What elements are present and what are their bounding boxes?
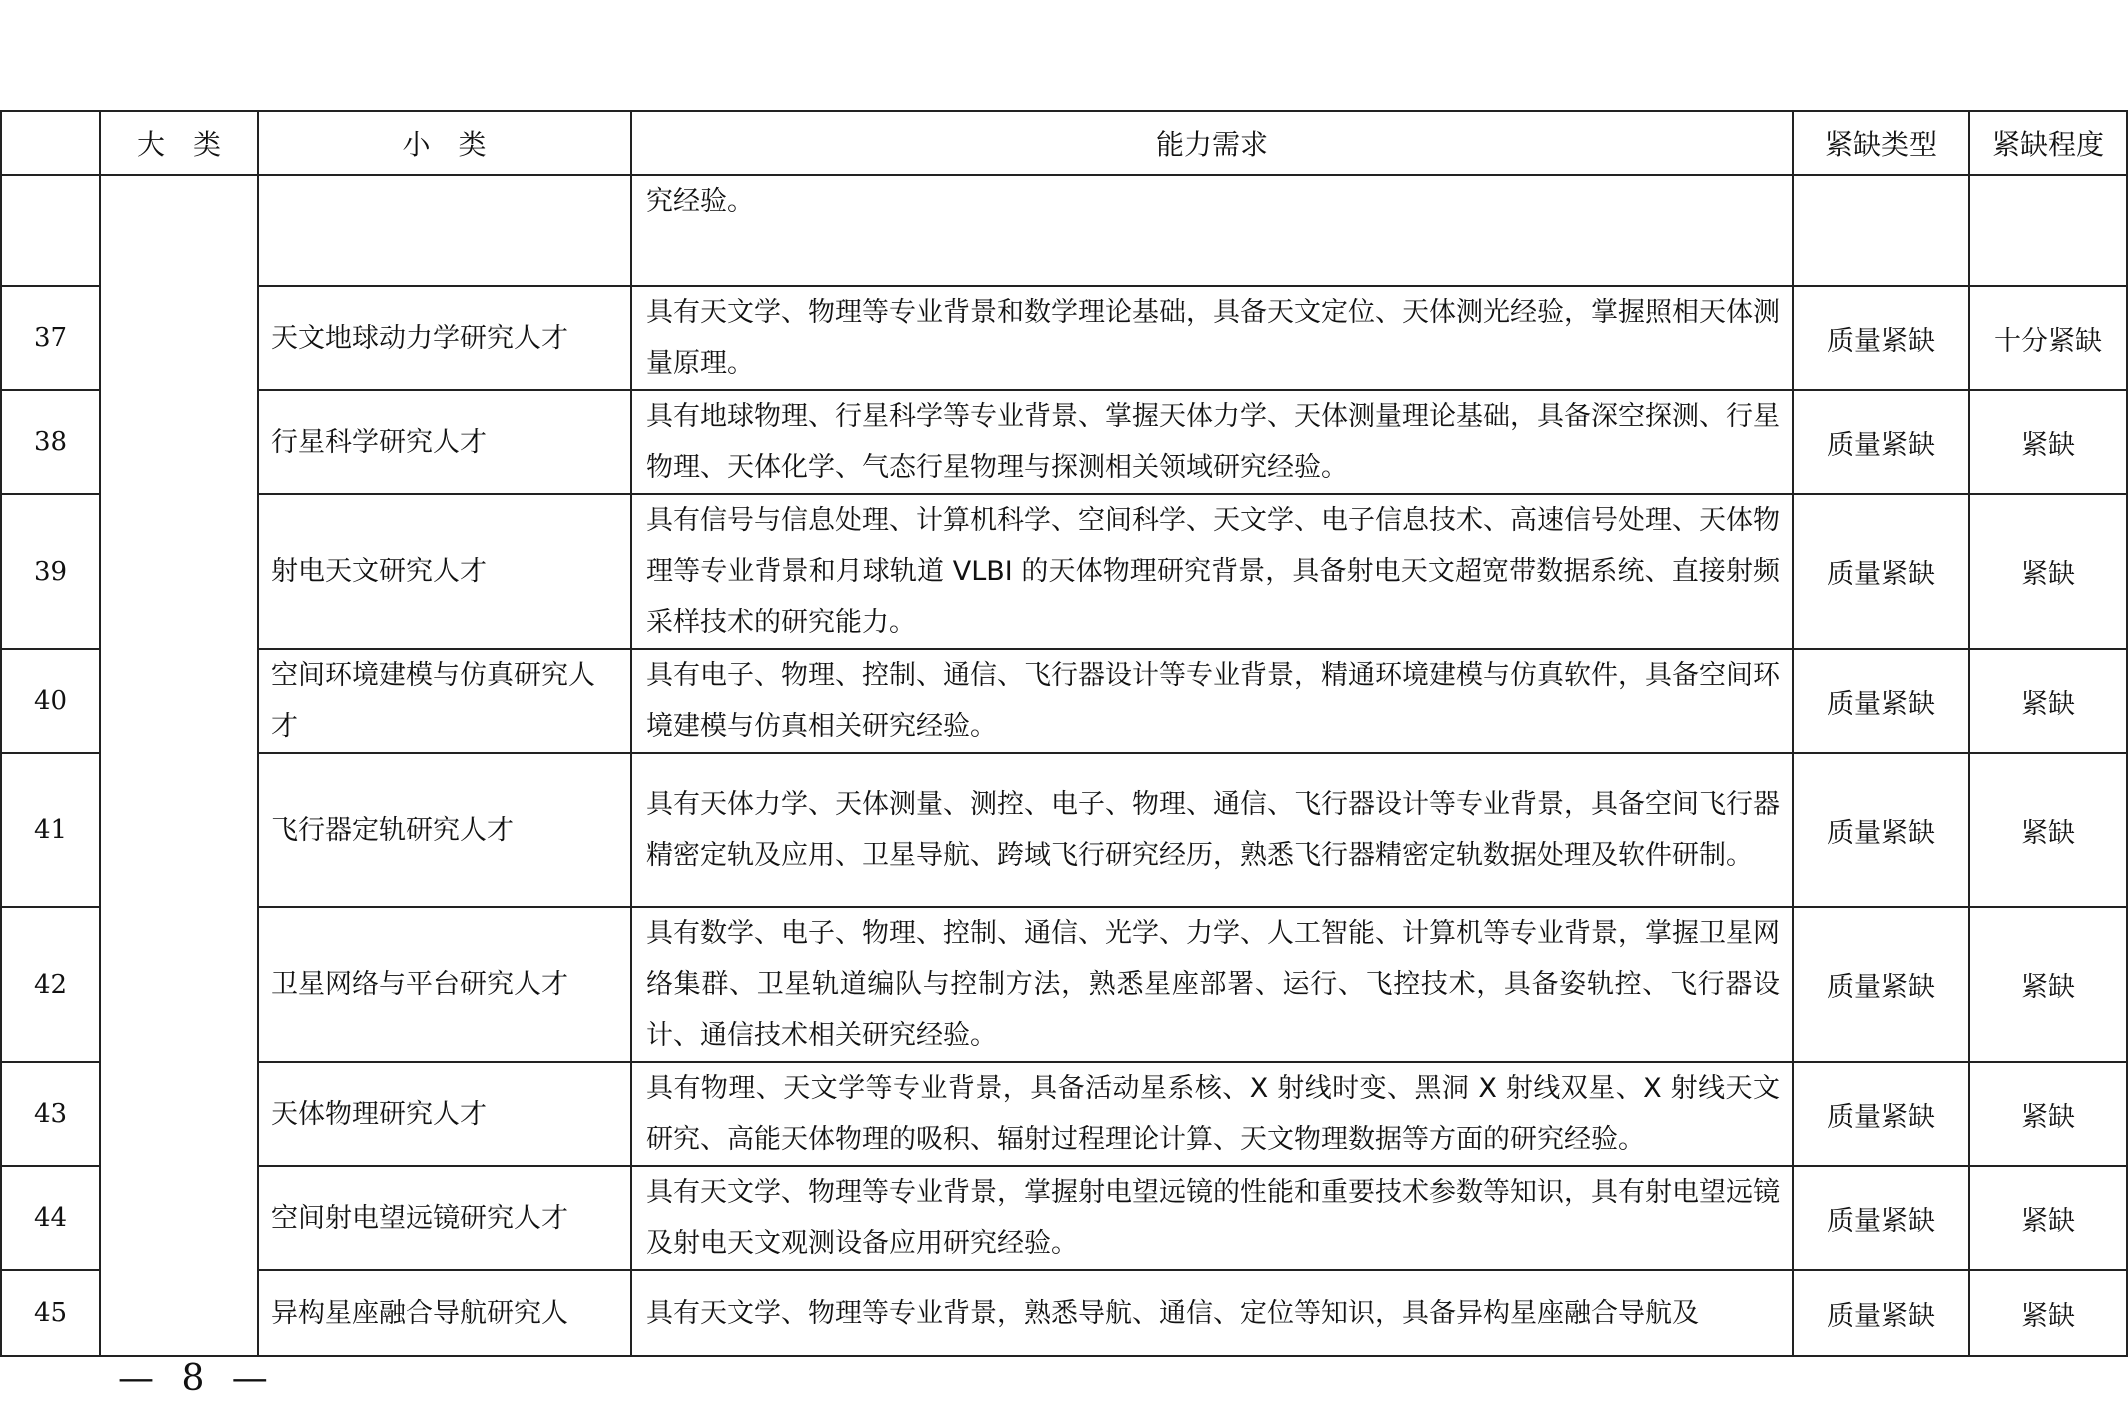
requirement-cell: 具有电子、物理、控制、通信、飞行器设计等专业背景，精通环境建模与仿真软件，具备空间环境建模与仿真相关研究经验。 — [631, 649, 1793, 753]
row-number: 43 — [1, 1062, 100, 1166]
shortage-level-cell: 紧缺 — [1969, 494, 2127, 649]
shortage-level-cell: 十分紧缺 — [1969, 286, 2127, 390]
row-number: 45 — [1, 1270, 100, 1356]
requirement-cell: 具有天文学、物理等专业背景，掌握射电望远镜的性能和重要技术参数等知识，具有射电望远镜及射电天文观测设备应用研究经验。 — [631, 1166, 1793, 1270]
table-row — [1, 390, 2127, 494]
shortage-type-cell: 质量紧缺 — [1793, 286, 1969, 390]
talent-table — [0, 110, 2128, 1357]
table-row — [1, 1270, 2127, 1356]
shortage-type-cell: 质量紧缺 — [1793, 649, 1969, 753]
requirement-cell: 具有信号与信息处理、计算机科学、空间科学、天文学、电子信息技术、高速信号处理、天体物理等专业背景和月球轨道 VLBI 的天体物理研究背景，具备射电天文超宽带数据系统、直接射频采样技术的研究能力。 — [631, 494, 1793, 649]
subcategory-cell: 空间环境建模与仿真研究人才 — [258, 649, 631, 753]
subcategory-cell: 飞行器定轨研究人才 — [258, 753, 631, 907]
subcategory-cell: 射电天文研究人才 — [258, 494, 631, 649]
table-row — [1, 1062, 2127, 1166]
shortage-type-cell — [1793, 175, 1969, 286]
shortage-type-cell: 质量紧缺 — [1793, 494, 1969, 649]
requirement-cell: 具有天体力学、天体测量、测控、电子、物理、通信、飞行器设计等专业背景，具备空间飞行器精密定轨及应用、卫星导航、跨域飞行研究经历，熟悉飞行器精密定轨数据处理及软件研制。 — [631, 753, 1793, 907]
header-shortage-type: 紧缺类型 — [1793, 111, 1969, 175]
table-row — [1, 494, 2127, 649]
shortage-level-cell: 紧缺 — [1969, 907, 2127, 1062]
row-number: 40 — [1, 649, 100, 753]
shortage-level-cell: 紧缺 — [1969, 1062, 2127, 1166]
header-shortage-level: 紧缺程度 — [1969, 111, 2127, 175]
shortage-level-cell: 紧缺 — [1969, 649, 2127, 753]
shortage-type-cell: 质量紧缺 — [1793, 1270, 1969, 1356]
requirement-cell: 具有数学、电子、物理、控制、通信、光学、力学、人工智能、计算机等专业背景，掌握卫星网络集群、卫星轨道编队与控制方法，熟悉星座部署、运行、飞控技术，具备姿轨控、飞行器设计、通信技术相关研究经验。 — [631, 907, 1793, 1062]
shortage-type-cell: 质量紧缺 — [1793, 1166, 1969, 1270]
table-row — [1, 753, 2127, 907]
subcategory-cell: 天体物理研究人才 — [258, 1062, 631, 1166]
shortage-type-cell: 质量紧缺 — [1793, 753, 1969, 907]
subcategory-cell: 天文地球动力学研究人才 — [258, 286, 631, 390]
table-row — [1, 907, 2127, 1062]
shortage-level-cell: 紧缺 — [1969, 1166, 2127, 1270]
subcategory-cell: 空间射电望远镜研究人才 — [258, 1166, 631, 1270]
table-row — [1, 286, 2127, 390]
shortage-level-cell: 紧缺 — [1969, 390, 2127, 494]
header-capability-requirement: 能力需求 — [631, 111, 1793, 175]
shortage-type-cell: 质量紧缺 — [1793, 907, 1969, 1062]
subcategory-cell: 行星科学研究人才 — [258, 390, 631, 494]
shortage-level-cell — [1969, 175, 2127, 286]
header-major-category: 大 类 — [100, 111, 258, 175]
table-header-row — [1, 111, 2127, 175]
requirement-cell: 具有天文学、物理等专业背景和数学理论基础，具备天文定位、天体测光经验，掌握照相天体测量原理。 — [631, 286, 1793, 390]
requirement-cell: 具有物理、天文学等专业背景，具备活动星系核、X 射线时变、黑洞 X 射线双星、X 射线天文研究、高能天体物理的吸积、辐射过程理论计算、天文物理数据等方面的研究经验。 — [631, 1062, 1793, 1166]
page-number: — 8 — — [118, 1358, 276, 1399]
header-no — [1, 111, 100, 175]
row-number: 38 — [1, 390, 100, 494]
subcategory-cell — [258, 175, 631, 286]
requirement-cell: 具有天文学、物理等专业背景，熟悉导航、通信、定位等知识，具备异构星座融合导航及 — [631, 1270, 1793, 1356]
table-row — [1, 649, 2127, 753]
row-number: 41 — [1, 753, 100, 907]
shortage-type-cell: 质量紧缺 — [1793, 1062, 1969, 1166]
table-row-continued — [1, 175, 2127, 286]
shortage-type-cell: 质量紧缺 — [1793, 390, 1969, 494]
subcategory-cell: 异构星座融合导航研究人 — [258, 1270, 631, 1356]
row-number: 42 — [1, 907, 100, 1062]
row-number — [1, 175, 100, 286]
requirement-cell: 具有地球物理、行星科学等专业背景、掌握天体力学、天体测量理论基础，具备深空探测、行星物理、天体化学、气态行星物理与探测相关领域研究经验。 — [631, 390, 1793, 494]
requirement-cell: 究经验。 — [631, 175, 1793, 286]
row-number: 37 — [1, 286, 100, 390]
shortage-level-cell: 紧缺 — [1969, 753, 2127, 907]
major-category-cell — [100, 175, 258, 1356]
header-subcategory: 小 类 — [258, 111, 631, 175]
shortage-level-cell: 紧缺 — [1969, 1270, 2127, 1356]
row-number: 39 — [1, 494, 100, 649]
subcategory-cell: 卫星网络与平台研究人才 — [258, 907, 631, 1062]
row-number: 44 — [1, 1166, 100, 1270]
table-row — [1, 1166, 2127, 1270]
